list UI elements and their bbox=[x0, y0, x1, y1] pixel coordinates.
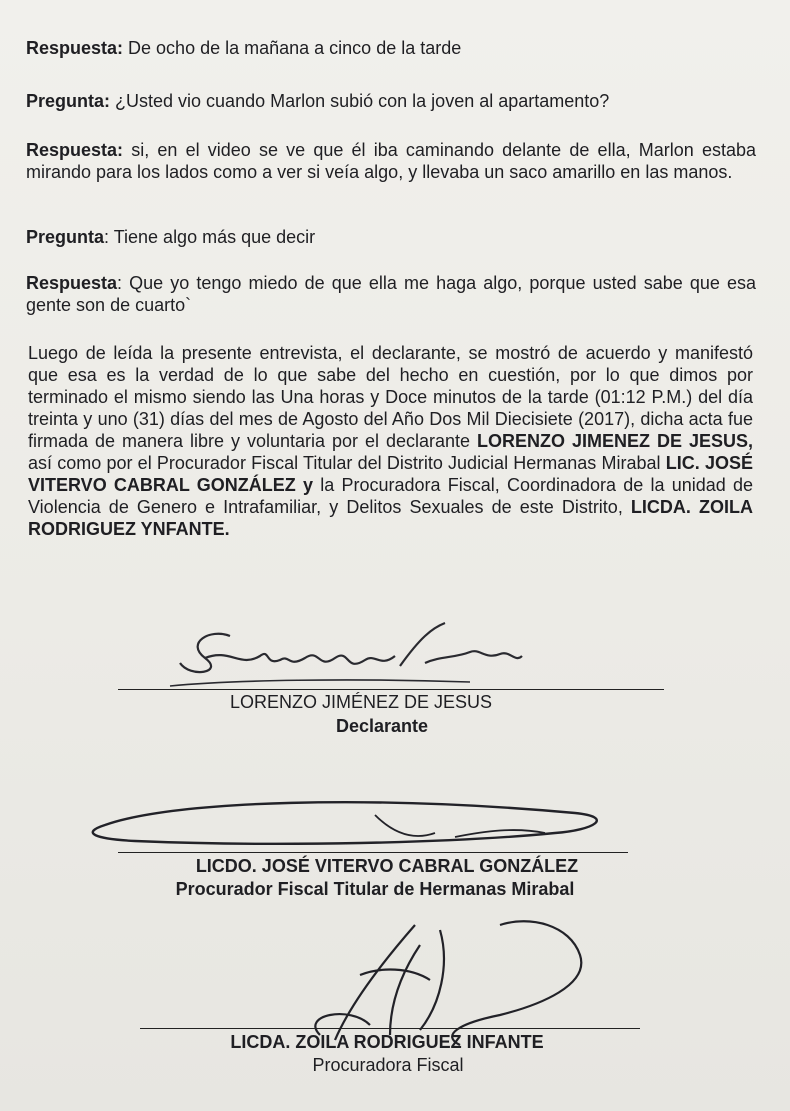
answer-label: Respuesta: bbox=[26, 38, 124, 58]
signature-line-2 bbox=[118, 852, 628, 853]
closing-text-3: la Procuradora Fiscal, Coordinadora de la unidad de Violencia de Genero e Intrafamiliar, y Delitos Sexuales de este Distrito, bbox=[28, 475, 753, 517]
signatory-name-2: LICDO. JOSÉ VITERVO CABRAL GONZÁLEZ bbox=[195, 856, 579, 876]
answer-text: De ocho de la mañana a cinco de la tarde bbox=[123, 38, 462, 58]
closing-text-1: Luego de leída la presente entrevista, el declarante, se mostró de acuerdo y manifestó que esa es la verdad de lo que sabe del hecho en cuestión, por lo que dimos por terminado el mismo siendo las Una horas y Doce minutos de la tarde (01:12 P.M.) del día treinta y uno (31) días del mes de Agosto del Año Dos Mil Diecisiete (2017), dicha acta fue firmada de manera libre y voluntaria por el declarante bbox=[28, 343, 753, 451]
prosecutor-name: LIC. JOSÉ VITERVO CABRAL GONZÁLEZ y bbox=[28, 453, 753, 495]
question-label: Pregunta: bbox=[26, 91, 111, 111]
signature-line-3 bbox=[140, 1028, 640, 1029]
question-label: Pregunta bbox=[26, 227, 105, 247]
answer-label: Respuesta: bbox=[26, 140, 124, 160]
question-2 bbox=[26, 226, 756, 248]
answer-1 bbox=[26, 37, 756, 59]
question-text: ¿Usted vio cuando Marlon subió con la joven al apartamento? bbox=[110, 91, 610, 111]
question-text: : Tiene algo más que decir bbox=[104, 227, 316, 247]
signature-line-1 bbox=[118, 689, 664, 690]
signatory-role-2: Procurador Fiscal Titular de Hermanas Mirabal bbox=[175, 879, 575, 899]
closing-text-2: así como por el Procurador Fiscal Titular del Distrito Judicial Hermanas Mirabal bbox=[28, 453, 666, 473]
answer-3 bbox=[26, 272, 756, 316]
signatory-role-3: Procuradora Fiscal bbox=[312, 1055, 464, 1075]
signature-scribble-1 bbox=[170, 618, 530, 698]
answer-text: si, en el video se ve que él iba caminando delante de ella, Marlon estaba mirando para los lados como a ver si veía algo, y llevaba un saco amarillo en las manos. bbox=[26, 140, 756, 182]
answer-text: : Que yo tengo miedo de que ella me haga algo, porque usted sabe que esa gente son de cuarto` bbox=[26, 273, 756, 315]
signatory-name-1: LORENZO JIMÉNEZ DE JESUS bbox=[229, 692, 493, 712]
answer-label: Respuesta bbox=[26, 273, 118, 293]
answer-2 bbox=[26, 139, 756, 183]
signatory-role-1: Declarante bbox=[335, 716, 429, 736]
signature-scribble-2 bbox=[75, 795, 615, 855]
declarant-name: LORENZO JIMENEZ DE JESUS, bbox=[477, 431, 753, 451]
coordinator-name: LICDA. ZOILA RODRIGUEZ YNFANTE. bbox=[28, 497, 753, 539]
closing-paragraph bbox=[28, 342, 753, 540]
signatory-name-3: LICDA. ZOILA RODRIGUEZ INFANTE bbox=[230, 1032, 544, 1052]
question-1 bbox=[26, 90, 756, 112]
